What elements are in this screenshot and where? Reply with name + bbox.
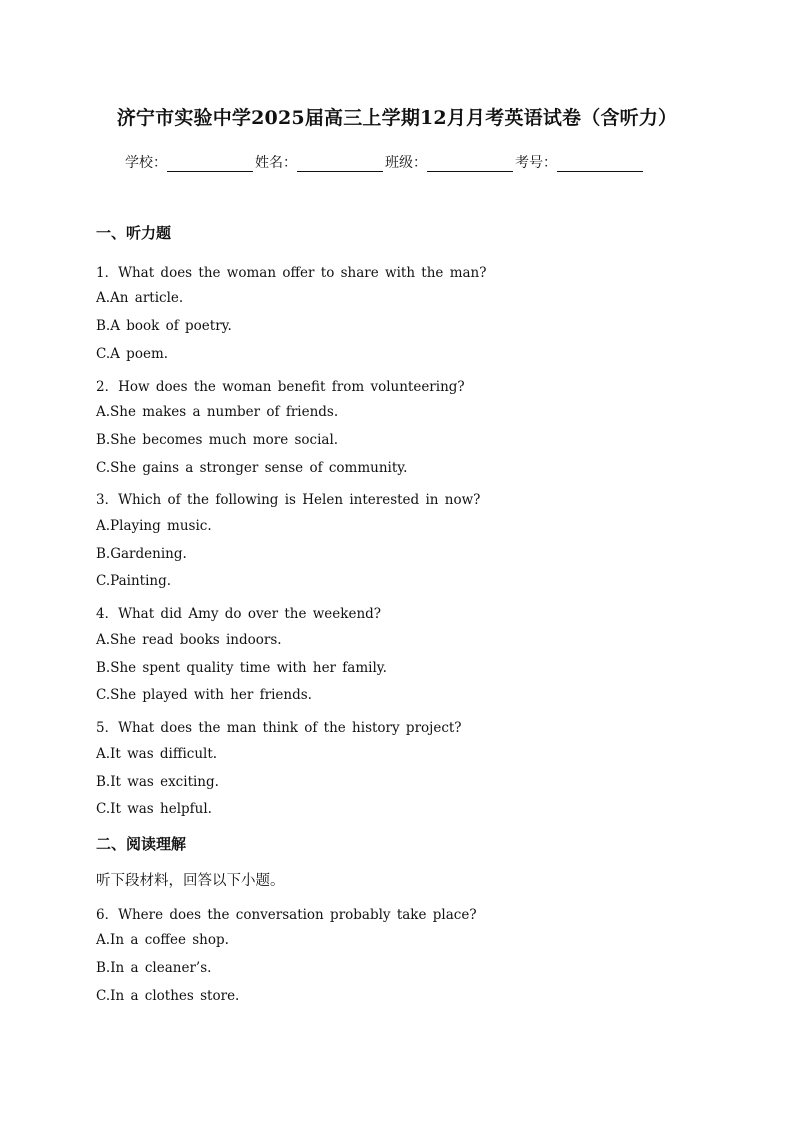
question-option: B.It was exciting. <box>96 774 219 790</box>
question-option: A.An article. <box>96 290 184 306</box>
name-label: 姓名： <box>255 155 297 171</box>
question-option: A.It was difficult. <box>96 746 218 762</box>
question-stem: 1．What does the woman offer to share with the man? <box>96 265 487 281</box>
question-option: A.Playing music. <box>96 518 212 534</box>
question-stem: 2．How does the woman benefit from volunteering? <box>96 379 465 395</box>
exam-number-label: 考号： <box>515 155 557 171</box>
question-option: A.She read books indoors. <box>96 632 282 648</box>
class-blank[interactable] <box>427 155 513 172</box>
question-option: B.In a cleaner’s. <box>96 960 212 976</box>
school-field <box>125 152 255 172</box>
student-info-line <box>125 152 685 172</box>
section-heading-reading: 二、阅读理解 <box>96 835 187 853</box>
question-option: C.In a clothes store. <box>96 988 240 1004</box>
class-field <box>385 152 515 172</box>
section-intro: 听下段材料，回答以下小题。 <box>96 873 285 889</box>
class-label: 班级： <box>385 155 427 171</box>
school-label: 学校： <box>125 155 167 171</box>
name-blank[interactable] <box>297 155 383 172</box>
question-option: A.She makes a number of friends. <box>96 404 339 420</box>
school-blank[interactable] <box>167 155 253 172</box>
question-option: A.In a coffee shop. <box>96 932 229 948</box>
question-option: C.She gains a stronger sense of community. <box>96 460 408 476</box>
section-heading-listening: 一、听力题 <box>96 224 172 242</box>
question-option: B.A book of poetry. <box>96 318 232 334</box>
question-option: B.She becomes much more social. <box>96 432 339 448</box>
question-option: C.Painting. <box>96 573 172 589</box>
name-field <box>255 152 385 172</box>
exam-number-blank[interactable] <box>557 155 643 172</box>
question-option: B.Gardening. <box>96 546 187 562</box>
question-option: C.It was helpful. <box>96 801 212 817</box>
question-option: C.She played with her friends. <box>96 687 312 703</box>
question-stem: 5．What does the man think of the history project? <box>96 720 462 736</box>
question-stem: 3．Which of the following is Helen interested in now? <box>96 492 481 508</box>
question-option: C.A poem. <box>96 346 169 362</box>
question-option: B.She spent quality time with her family. <box>96 660 387 676</box>
question-stem: 6．Where does the conversation probably take place? <box>96 907 477 923</box>
question-stem: 4．What did Amy do over the weekend? <box>96 606 382 622</box>
exam-number-field <box>515 152 645 172</box>
page-title: 济宁市实验中学2025届高三上学期12月月考英语试卷（含听力） <box>116 107 678 129</box>
